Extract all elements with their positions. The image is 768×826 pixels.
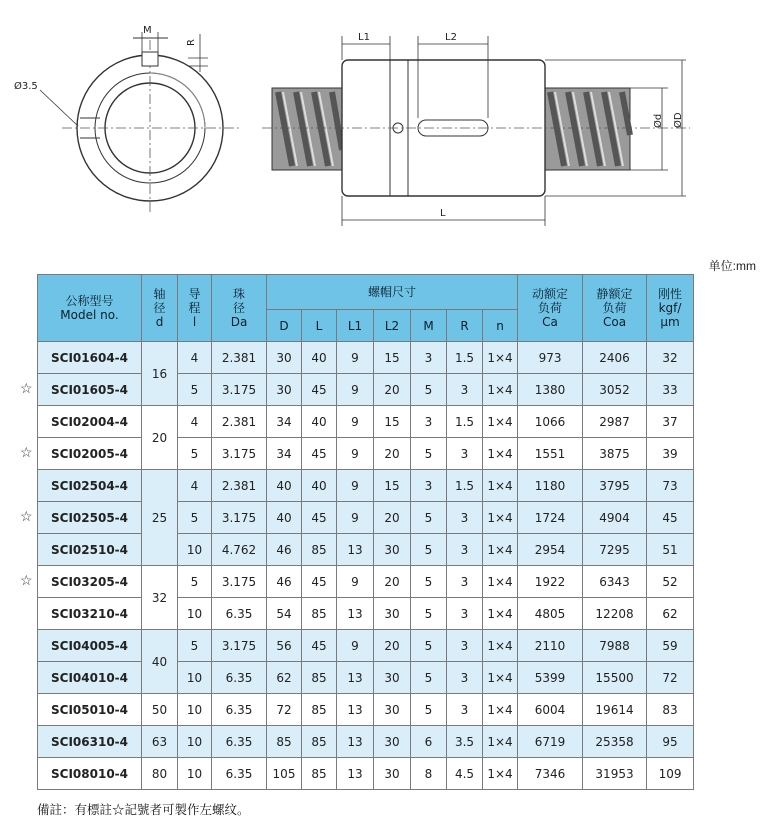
lead-cell: 10 [178, 598, 212, 630]
nut-R-cell: 3 [447, 694, 483, 726]
static-load-cell: 3875 [583, 438, 647, 470]
model-cell: SCI06310-4 [38, 726, 142, 758]
table-row [38, 438, 694, 470]
header-stiffness: 刚性 kgf/ μm [647, 275, 694, 342]
table-row [38, 374, 694, 406]
static-load-cell: 4904 [583, 502, 647, 534]
nut-D-cell: 62 [267, 662, 302, 694]
nut-R-cell: 3.5 [447, 726, 483, 758]
nut-M-cell: 5 [411, 566, 447, 598]
circuits-cell: 1×4 [483, 502, 518, 534]
nut-L2-cell: 15 [374, 406, 411, 438]
label-M: M [143, 25, 152, 36]
nut-L-cell: 85 [302, 598, 337, 630]
ball-dia-cell: 3.175 [212, 438, 267, 470]
dynamic-load-cell: 1380 [518, 374, 583, 406]
nut-L-cell: 45 [302, 630, 337, 662]
lead-cell: 5 [178, 502, 212, 534]
lead-cell: 5 [178, 630, 212, 662]
stiffness-cell: 72 [647, 662, 694, 694]
nut-L1-cell: 13 [337, 534, 374, 566]
header-shaft-dia: 轴 径 d [142, 275, 178, 342]
nut-L1-cell: 9 [337, 374, 374, 406]
model-cell: SCI02504-4 [38, 470, 142, 502]
stiffness-cell: 73 [647, 470, 694, 502]
footnote: 備註：有標註☆記號者可製作左螺纹。 [37, 803, 250, 817]
nut-M-cell: 5 [411, 630, 447, 662]
dynamic-load-cell: 1922 [518, 566, 583, 598]
model-cell: SCI03205-4 [38, 566, 142, 598]
static-load-cell: 25358 [583, 726, 647, 758]
table-row [38, 758, 694, 790]
nut-L2-cell: 30 [374, 598, 411, 630]
nut-D-cell: 34 [267, 406, 302, 438]
nut-L-cell: 85 [302, 726, 337, 758]
nut-R-cell: 3 [447, 662, 483, 694]
nut-M-cell: 5 [411, 694, 447, 726]
stiffness-cell: 59 [647, 630, 694, 662]
nut-L1-cell: 9 [337, 566, 374, 598]
nut-L1-cell: 9 [337, 630, 374, 662]
stiffness-cell: 45 [647, 502, 694, 534]
nut-R-cell: 3 [447, 502, 483, 534]
nut-D-cell: 56 [267, 630, 302, 662]
ball-dia-cell: 6.35 [212, 598, 267, 630]
lead-cell: 5 [178, 566, 212, 598]
ball-dia-cell: 6.35 [212, 726, 267, 758]
nut-R-cell: 4.5 [447, 758, 483, 790]
table-row [38, 470, 694, 502]
nut-L2-cell: 30 [374, 694, 411, 726]
nut-D-cell: 30 [267, 374, 302, 406]
lead-cell: 10 [178, 534, 212, 566]
lead-cell: 4 [178, 470, 212, 502]
ball-dia-cell: 3.175 [212, 374, 267, 406]
static-load-cell: 6343 [583, 566, 647, 598]
left-thread-star: ☆ [20, 444, 33, 460]
nut-L-cell: 40 [302, 470, 337, 502]
ball-dia-cell: 6.35 [212, 758, 267, 790]
model-cell: SCI05010-4 [38, 694, 142, 726]
header-dynamic-load: 动额定 负荷 Ca [518, 275, 583, 342]
label-D: ØD [673, 112, 684, 128]
ball-dia-cell: 6.35 [212, 662, 267, 694]
side-view [262, 36, 690, 226]
lead-cell: 4 [178, 406, 212, 438]
ball-dia-cell: 3.175 [212, 630, 267, 662]
left-thread-star: ☆ [20, 380, 33, 396]
shaft-dia-cell: 25 [142, 470, 178, 566]
table-row [38, 342, 694, 374]
ball-dia-cell: 4.762 [212, 534, 267, 566]
model-cell: SCI01604-4 [38, 342, 142, 374]
circuits-cell: 1×4 [483, 406, 518, 438]
ball-dia-cell: 6.35 [212, 694, 267, 726]
header-n: n [483, 310, 518, 342]
nut-L-cell: 45 [302, 438, 337, 470]
nut-L2-cell: 20 [374, 630, 411, 662]
technical-drawing [0, 0, 768, 250]
nut-L2-cell: 20 [374, 438, 411, 470]
dynamic-load-cell: 1180 [518, 470, 583, 502]
stiffness-cell: 83 [647, 694, 694, 726]
static-load-cell: 3052 [583, 374, 647, 406]
stiffness-cell: 37 [647, 406, 694, 438]
circuits-cell: 1×4 [483, 758, 518, 790]
dynamic-load-cell: 1724 [518, 502, 583, 534]
stiffness-cell: 95 [647, 726, 694, 758]
nut-D-cell: 72 [267, 694, 302, 726]
static-load-cell: 3795 [583, 470, 647, 502]
nut-L1-cell: 13 [337, 662, 374, 694]
model-cell: SCI08010-4 [38, 758, 142, 790]
circuits-cell: 1×4 [483, 438, 518, 470]
model-cell: SCI02004-4 [38, 406, 142, 438]
nut-D-cell: 34 [267, 438, 302, 470]
nut-M-cell: 3 [411, 470, 447, 502]
dynamic-load-cell: 973 [518, 342, 583, 374]
shaft-dia-cell: 50 [142, 694, 178, 726]
spec-table [37, 274, 694, 790]
nut-R-cell: 3 [447, 438, 483, 470]
nut-L1-cell: 9 [337, 470, 374, 502]
nut-M-cell: 5 [411, 662, 447, 694]
nut-L2-cell: 15 [374, 342, 411, 374]
circuits-cell: 1×4 [483, 534, 518, 566]
nut-L-cell: 45 [302, 566, 337, 598]
model-cell: SCI04005-4 [38, 630, 142, 662]
left-thread-star: ☆ [20, 508, 33, 524]
model-cell: SCI02505-4 [38, 502, 142, 534]
nut-D-cell: 40 [267, 470, 302, 502]
dynamic-load-cell: 7346 [518, 758, 583, 790]
circuits-cell: 1×4 [483, 470, 518, 502]
label-R: R [186, 39, 197, 46]
ball-dia-cell: 3.175 [212, 502, 267, 534]
static-load-cell: 12208 [583, 598, 647, 630]
nut-M-cell: 5 [411, 598, 447, 630]
header-nut-dims: 螺帽尺寸 [267, 275, 518, 310]
lead-cell: 5 [178, 438, 212, 470]
table-row [38, 406, 694, 438]
nut-D-cell: 46 [267, 534, 302, 566]
nut-L1-cell: 13 [337, 758, 374, 790]
nut-M-cell: 6 [411, 726, 447, 758]
dynamic-load-cell: 1066 [518, 406, 583, 438]
nut-L1-cell: 13 [337, 598, 374, 630]
header-R: R [447, 310, 483, 342]
circuits-cell: 1×4 [483, 726, 518, 758]
nut-R-cell: 3 [447, 566, 483, 598]
nut-M-cell: 3 [411, 342, 447, 374]
dynamic-load-cell: 5399 [518, 662, 583, 694]
label-d: Ød [653, 113, 664, 128]
table-row [38, 598, 694, 630]
header-model: 公称型号 Model no. [38, 275, 142, 342]
lead-cell: 5 [178, 374, 212, 406]
nut-L-cell: 45 [302, 502, 337, 534]
nut-L-cell: 85 [302, 758, 337, 790]
nut-L2-cell: 20 [374, 566, 411, 598]
nut-R-cell: 3 [447, 598, 483, 630]
dynamic-load-cell: 4805 [518, 598, 583, 630]
lead-cell: 10 [178, 726, 212, 758]
static-load-cell: 15500 [583, 662, 647, 694]
nut-D-cell: 105 [267, 758, 302, 790]
nut-D-cell: 54 [267, 598, 302, 630]
nut-R-cell: 1.5 [447, 342, 483, 374]
circuits-cell: 1×4 [483, 662, 518, 694]
header-L2: L2 [374, 310, 411, 342]
ball-dia-cell: 2.381 [212, 470, 267, 502]
nut-L-cell: 85 [302, 694, 337, 726]
nut-L2-cell: 30 [374, 662, 411, 694]
nut-L1-cell: 13 [337, 726, 374, 758]
shaft-dia-cell: 32 [142, 566, 178, 630]
shaft-dia-cell: 80 [142, 758, 178, 790]
model-cell: SCI01605-4 [38, 374, 142, 406]
stiffness-cell: 33 [647, 374, 694, 406]
header-L1: L1 [337, 310, 374, 342]
nut-M-cell: 3 [411, 406, 447, 438]
nut-D-cell: 46 [267, 566, 302, 598]
dynamic-load-cell: 2954 [518, 534, 583, 566]
table-row [38, 502, 694, 534]
shaft-dia-cell: 16 [142, 342, 178, 406]
stiffness-cell: 32 [647, 342, 694, 374]
nut-L-cell: 40 [302, 342, 337, 374]
circuits-cell: 1×4 [483, 694, 518, 726]
lead-cell: 10 [178, 694, 212, 726]
header-lead: 导 程 l [178, 275, 212, 342]
static-load-cell: 2406 [583, 342, 647, 374]
label-L2: L2 [445, 32, 457, 43]
label-L: L [440, 208, 446, 219]
nut-M-cell: 5 [411, 438, 447, 470]
shaft-dia-cell: 20 [142, 406, 178, 470]
nut-L2-cell: 15 [374, 470, 411, 502]
table-row [38, 630, 694, 662]
nut-R-cell: 3 [447, 374, 483, 406]
header-static-load: 静额定 负荷 Coa [583, 275, 647, 342]
shaft-dia-cell: 40 [142, 630, 178, 694]
static-load-cell: 7988 [583, 630, 647, 662]
nut-M-cell: 5 [411, 374, 447, 406]
unit-label: 单位:mm [708, 259, 756, 273]
label-L1: L1 [358, 32, 370, 43]
nut-D-cell: 85 [267, 726, 302, 758]
nut-L-cell: 40 [302, 406, 337, 438]
nut-L2-cell: 30 [374, 726, 411, 758]
nut-L2-cell: 30 [374, 534, 411, 566]
table-row [38, 726, 694, 758]
header-ball-dia: 珠 径 Da [212, 275, 267, 342]
left-thread-star: ☆ [20, 572, 33, 588]
nut-L-cell: 85 [302, 662, 337, 694]
header-L: L [302, 310, 337, 342]
header-M: M [411, 310, 447, 342]
stiffness-cell: 62 [647, 598, 694, 630]
model-cell: SCI02005-4 [38, 438, 142, 470]
nut-R-cell: 1.5 [447, 406, 483, 438]
label-hole: Ø3.5 [14, 81, 38, 92]
nut-D-cell: 40 [267, 502, 302, 534]
static-load-cell: 19614 [583, 694, 647, 726]
nut-L1-cell: 9 [337, 438, 374, 470]
nut-R-cell: 3 [447, 630, 483, 662]
table-row [38, 662, 694, 694]
circuits-cell: 1×4 [483, 566, 518, 598]
shaft-dia-cell: 63 [142, 726, 178, 758]
static-load-cell: 31953 [583, 758, 647, 790]
nut-R-cell: 1.5 [447, 470, 483, 502]
lead-cell: 10 [178, 662, 212, 694]
ball-dia-cell: 2.381 [212, 406, 267, 438]
static-load-cell: 7295 [583, 534, 647, 566]
nut-M-cell: 5 [411, 534, 447, 566]
table-row [38, 694, 694, 726]
nut-L-cell: 85 [302, 534, 337, 566]
static-load-cell: 2987 [583, 406, 647, 438]
lead-cell: 10 [178, 758, 212, 790]
nut-L2-cell: 30 [374, 758, 411, 790]
nut-L1-cell: 9 [337, 406, 374, 438]
end-view [40, 32, 240, 215]
table-row [38, 566, 694, 598]
model-cell: SCI02510-4 [38, 534, 142, 566]
nut-L1-cell: 9 [337, 502, 374, 534]
lead-cell: 4 [178, 342, 212, 374]
nut-L1-cell: 9 [337, 342, 374, 374]
nut-D-cell: 30 [267, 342, 302, 374]
model-cell: SCI04010-4 [38, 662, 142, 694]
nut-L2-cell: 20 [374, 374, 411, 406]
circuits-cell: 1×4 [483, 342, 518, 374]
circuits-cell: 1×4 [483, 630, 518, 662]
circuits-cell: 1×4 [483, 374, 518, 406]
stiffness-cell: 51 [647, 534, 694, 566]
nut-L1-cell: 13 [337, 694, 374, 726]
dynamic-load-cell: 6719 [518, 726, 583, 758]
nut-L-cell: 45 [302, 374, 337, 406]
nut-R-cell: 3 [447, 534, 483, 566]
stiffness-cell: 52 [647, 566, 694, 598]
ball-dia-cell: 2.381 [212, 342, 267, 374]
table-row [38, 534, 694, 566]
stiffness-cell: 109 [647, 758, 694, 790]
dynamic-load-cell: 1551 [518, 438, 583, 470]
stiffness-cell: 39 [647, 438, 694, 470]
dynamic-load-cell: 2110 [518, 630, 583, 662]
nut-L2-cell: 20 [374, 502, 411, 534]
nut-M-cell: 8 [411, 758, 447, 790]
circuits-cell: 1×4 [483, 598, 518, 630]
dynamic-load-cell: 6004 [518, 694, 583, 726]
ball-dia-cell: 3.175 [212, 566, 267, 598]
nut-M-cell: 5 [411, 502, 447, 534]
header-D: D [267, 310, 302, 342]
model-cell: SCI03210-4 [38, 598, 142, 630]
